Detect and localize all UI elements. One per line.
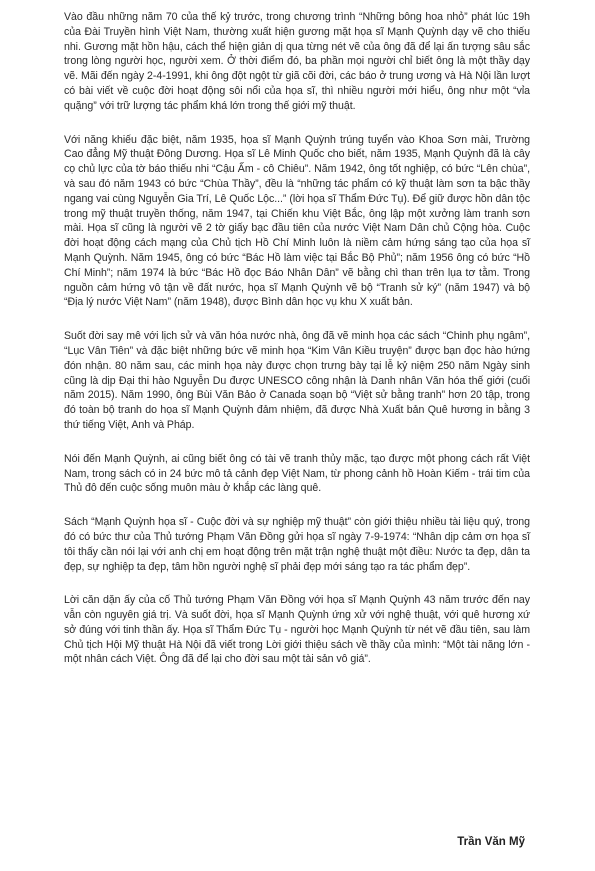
- paragraph-6: Lời căn dặn ấy của cố Thủ tướng Phạm Văn Đồng với họa sĩ Mạnh Quỳnh 43 năm trước đến nay vẫn còn nguyên giá trị. Và suốt đời, họa sĩ Mạnh Quỳnh ứng xử với nghệ thuật, với quê hương xứ sở đúng với tinh thần ấy. Họa sĩ Thẩm Đức Tụ - người học Mạnh Quỳnh từ nét vẽ đầu tiên, sau làm Chủ tịch Hội Mỹ thuật Hà Nội đã viết trong Lời giới thiệu sách về thầy của mình: “Một tài năng lớn - một nhân cách Việt. Ông đã để lại cho đời sau một tài sản vô giá”.: [64, 594, 530, 666]
- paragraph-4: Nói đến Mạnh Quỳnh, ai cũng biết ông có tài vẽ tranh thủy mặc, tạo được một phong cách rất Việt Nam, trong sách có in 24 bức mô tả cảnh đẹp Việt Nam, từ phong cảnh hồ Hoàn Kiếm - trái tim của Thủ đô đến cuộc sống muôn màu ở khắp các làng quê.: [64, 452, 530, 495]
- paragraph-2: Với năng khiếu đặc biệt, năm 1935, họa sĩ Mạnh Quỳnh trúng tuyển vào Khoa Sơn mài, Trường Cao đẳng Mỹ thuật Đông Dương. Họa sĩ Lê Minh Quốc cho biết, năm 1935, Mạnh Quỳnh đã là cây cọ chủ lực của tờ báo thiếu nhi “Cậu Ấm - cô Chiêu”. Năm 1942, ông tốt nghiệp, có bức “Lên chùa”, và sau đó năm 1943 có bức “Chùa Thầy”, đều là “những tác phẩm có kỹ thuật làm sơn ta bậc thầy ngang vai cùng Nguyễn Gia Trí, Lê Quốc Lộc...” (lời họa sĩ Thẩm Đức Tụ). Để giữ được hồn dân tộc trong mỹ thuật truyền thống, năm 1947, tại Chiến khu Việt Bắc, ông lập một xưởng làm tranh sơn mài. Họa sĩ cũng là người vẽ 2 tờ giấy bạc đầu tiên của nước Việt Nam Dân chủ Cộng hòa. Cuộc đời hoạt động cách mạng của Chủ tịch Hồ Chí Minh luôn là niềm cảm hứng sáng tạo của họa sĩ Mạnh Quỳnh. Năm 1945, ông có bức “Bác Hồ làm việc tại Bắc Bộ Phủ”; năm 1956 ông có bức “Hồ Chí Minh”; năm 1974 là bức “Bác Hồ đọc Báo Nhân Dân” vẽ bằng chì than trên lụa tơ tằm. Trong nguồn cảm hứng vô tận về đất nước, họa sĩ Mạnh Quỳnh vẽ bộ “Tranh sử ký” (năm 1947) và bộ “Địa lý nước Việt Nam” (năm 1948), được Bình dân học vụ khu X xuất bản.: [64, 133, 530, 309]
- paragraph-3: Suốt đời say mê với lịch sử và văn hóa nước nhà, ông đã vẽ minh họa các sách “Chinh phụ ngâm”, “Lục Vân Tiên” và đặc biệt những bức vẽ minh họa “Kim Vân Kiều truyện” được bạn đọc hào hứng đón nhận. 80 năm sau, các minh họa này được chọn trưng bày tại lễ kỷ niệm 250 năm Ngày sinh cũng là dịp Đại thi hào Nguyễn Du được UNESCO công nhận là Danh nhân Văn hóa thế giới (cuối năm 2015). Năm 1990, ông Bùi Văn Bảo ở Canada soạn bộ “Việt sử bằng tranh” hơn 20 tập, trong đó toàn bộ tranh do họa sĩ Mạnh Quỳnh đảm nhiệm, đã được Nhà Xuất bản Quê hương in bằng 3 thứ tiếng Việt, Anh và Pháp.: [64, 330, 530, 431]
- article-body: [64, 10, 530, 686]
- paragraph-1: Vào đầu những năm 70 của thế kỷ trước, trong chương trình “Những bông hoa nhỏ” phát lúc 19h của Đài Truyền hình Việt Nam, thường xuất hiện gương mặt họa sĩ Mạnh Quỳnh dạy vẽ cho thiếu nhi. Gương mặt hồn hậu, cách thể hiện giản dị qua từng nét vẽ của ông đã để lại ấn tượng sâu sắc trong lòng người học, người xem. Ở thời điểm đó, ba phần mọi người chỉ biết ông là một thầy dạy vẽ. Mãi đến ngày 2-4-1991, khi ông đột ngột từ giã cõi đời, các báo ở trung ương và Hà Nội lần lượt có bài viết về cuộc đời hoạt động sôi nổi của họa sĩ, thì nhiều người mới hiểu, ông như một “vỉa quặng” với trữ lượng tác phẩm khá lớn trong thế giới mỹ thuật.: [64, 11, 530, 112]
- author-signature: Trần Văn Mỹ: [457, 836, 525, 848]
- paragraph-5: Sách “Mạnh Quỳnh họa sĩ - Cuộc đời và sự nghiệp mỹ thuật” còn giới thiệu nhiều tài liệu quý, trong đó có bức thư của Thủ tướng Phạm Văn Đồng gửi họa sĩ ngày 7-9-1974: “Nhân dịp cảm ơn họa sĩ tôi thấy cần nói lại với anh chị em hoạt động trên mặt trận nghệ thuật một điều: Nước ta đẹp, dân ta đẹp, sự nghiệp ta đẹp, tâm hồn người nghệ sĩ phải đẹp mới sáng tạo ra tác phẩm đẹp”.: [64, 516, 530, 573]
